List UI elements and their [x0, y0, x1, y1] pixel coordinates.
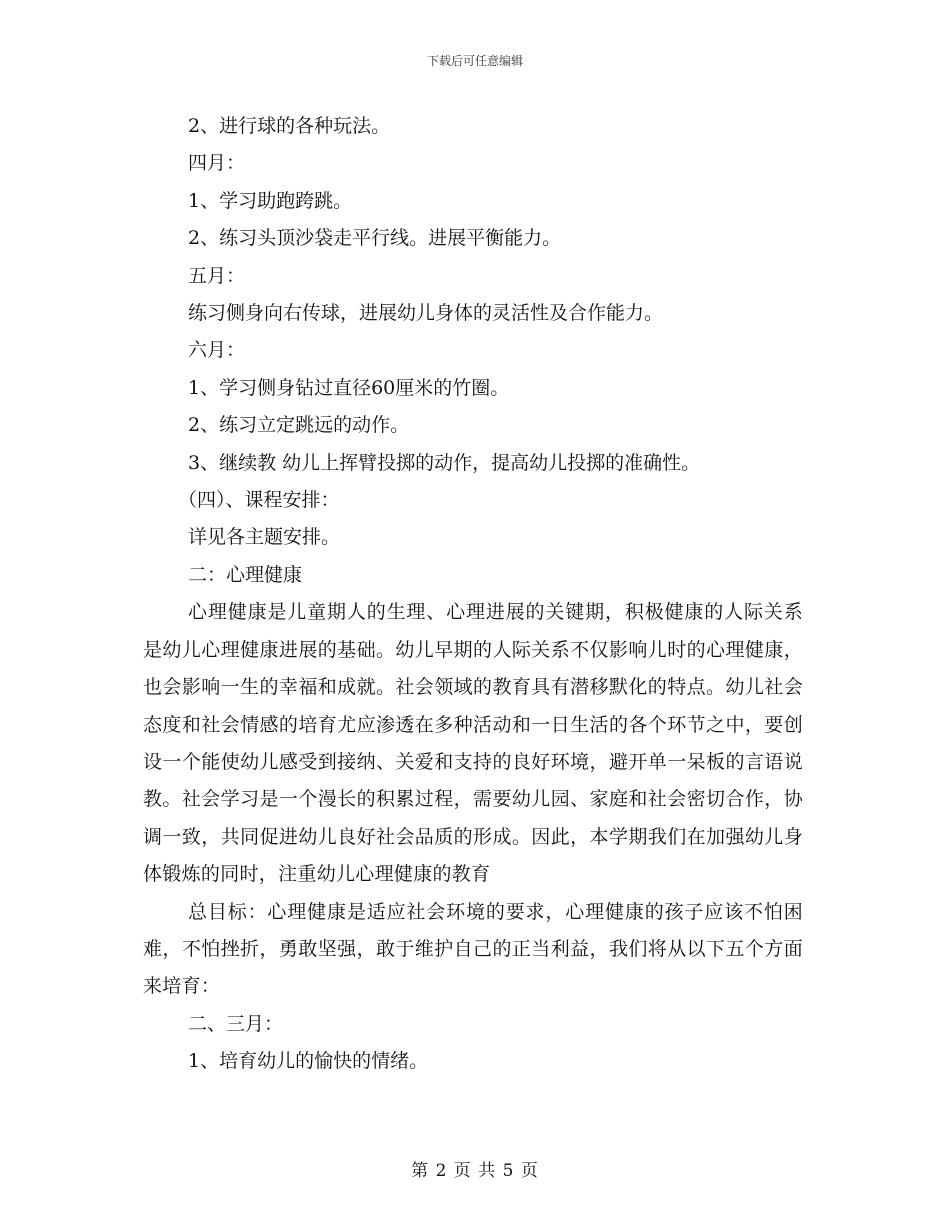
- month-heading: 四月：: [188, 152, 246, 175]
- list-item: 练习侧身向右传球，进展幼儿身体的灵活性及合作能力。: [188, 302, 664, 325]
- section-heading: 二：心理健康: [188, 563, 303, 586]
- list-item: 2、练习头顶沙袋走平行线。进展平衡能力。: [188, 227, 562, 250]
- page-header: 下载后可任意编辑: [426, 54, 523, 68]
- month-heading: 五月：: [188, 264, 246, 287]
- list-item: 1、学习侧身钻过直径60厘米的竹圈。: [188, 376, 510, 399]
- goal-paragraph: 总目标：心理健康是适应社会环境的要求，心理健康的孩子应该不怕困难，不怕挫折，勇敢坚强，敢于维护自己的正当利益，我们将从以下五个方面来培育：: [143, 900, 803, 998]
- list-item: 3、继续教 幼儿上挥臂投掷的动作，提高幼儿投掷的准确性。: [188, 451, 701, 474]
- month-heading: 六月：: [188, 339, 246, 362]
- section-heading: （四）、课程安排：: [178, 489, 340, 512]
- list-item: 详见各主题安排。: [188, 526, 341, 549]
- list-item: 1、学习助跑跨跳。: [188, 189, 353, 212]
- document-body: [143, 108, 803, 1081]
- month-heading: 二、三月：: [188, 1012, 284, 1035]
- page-number: 第 2 页 共 5 页: [411, 1161, 539, 1181]
- list-item: 1、培育幼儿的愉快的情绪。: [188, 1050, 429, 1073]
- list-item: 2、练习立定跳远的动作。: [188, 414, 410, 437]
- body-paragraph: 心理健康是儿童期人的生理、心理进展的关键期，积极健康的人际关系是幼儿心理健康进展的基础。幼儿早期的人际关系不仅影响儿时的心理健康，也会影响一生的幸福和成就。社会领域的教育具有潜移默化的特点。幼儿社会态度和社会情感的培育尤应渗透在多种活动和一日生活的各个环节之中，要创设一个能使幼儿感受到接纳、关爱和支持的良好环境，避开单一呆板的言语说教。社会学习是一个漫长的积累过程，需要幼儿园、家庭和社会密切合作，协调一致，共同促进幼儿良好社会品质的形成。因此，本学期我们在加强幼儿身体锻炼的同时，注重幼儿心理健康的教育: [143, 601, 803, 886]
- list-item: 2、进行球的各种玩法。: [188, 115, 391, 137]
